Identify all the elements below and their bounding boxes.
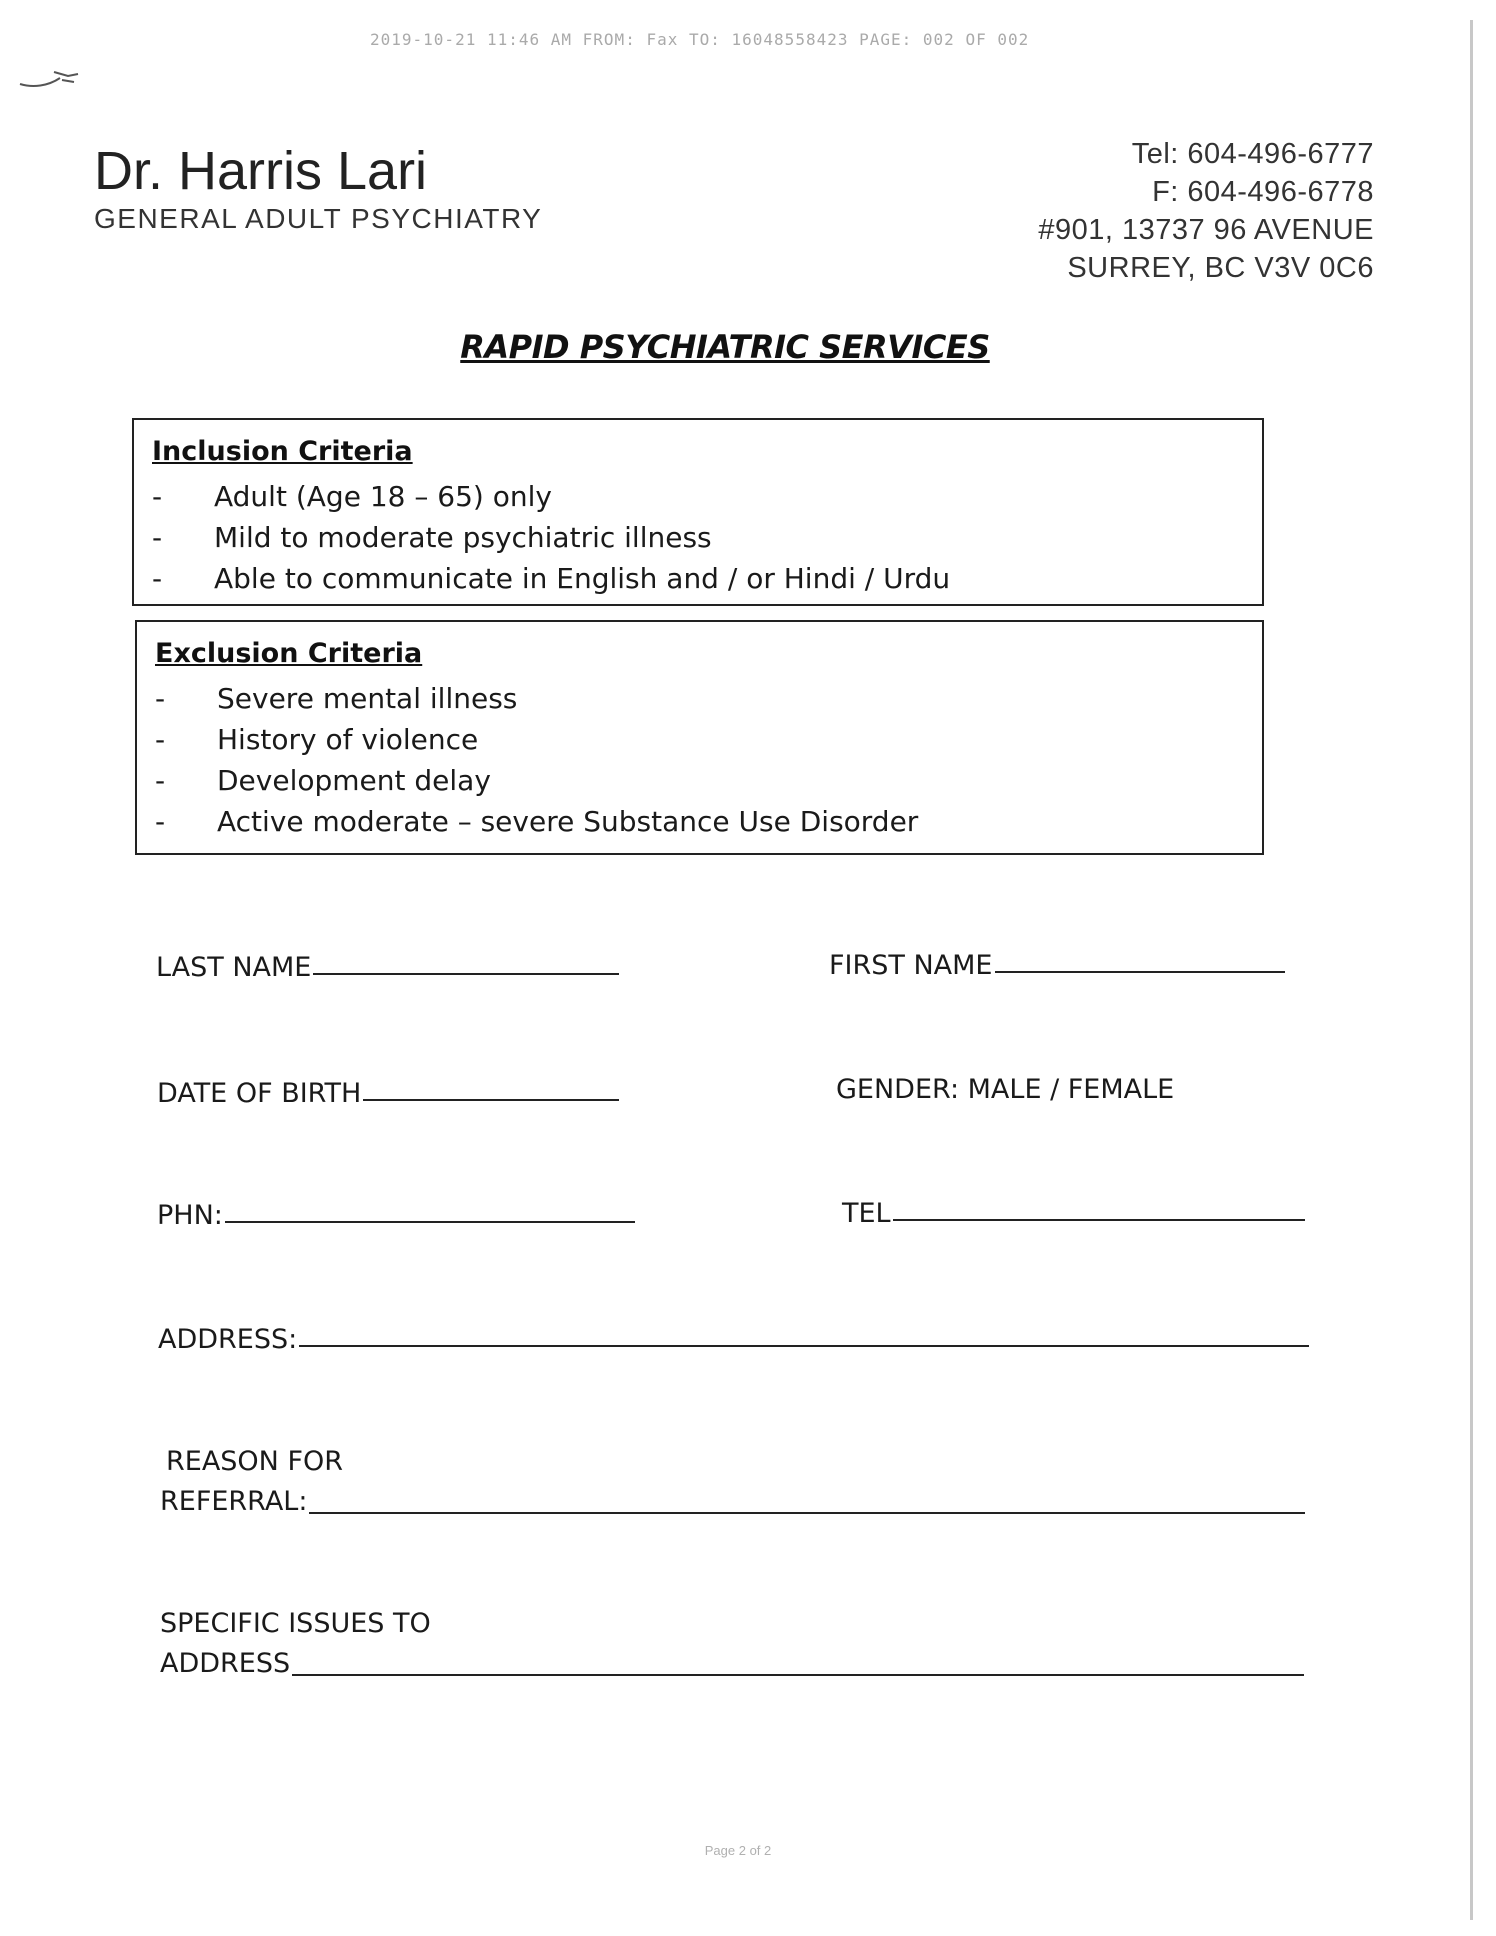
form-title: RAPID PSYCHIATRIC SERVICES	[460, 328, 990, 366]
first-name-blank[interactable]	[995, 971, 1285, 973]
contact-block	[1038, 135, 1374, 287]
tel-label: TEL	[842, 1198, 891, 1229]
list-dash: -	[152, 480, 163, 513]
doctor-name: Dr. Harris Lari	[94, 141, 428, 201]
phn-blank[interactable]	[225, 1221, 635, 1223]
list-dash: -	[152, 521, 163, 554]
dob-label: DATE OF BIRTH	[157, 1078, 362, 1109]
address-label: ADDRESS:	[158, 1324, 298, 1355]
exclusion-heading: Exclusion Criteria	[155, 638, 423, 669]
issues-label-line2: ADDRESS	[160, 1648, 291, 1679]
list-dash: -	[155, 723, 166, 756]
inclusion-item-text: Able to communicate in English and / or Hindi / Urdu	[214, 562, 951, 595]
phn-label: PHN:	[157, 1200, 223, 1231]
specific-issues-field	[160, 1604, 1304, 1684]
issues-blank[interactable]	[292, 1674, 1304, 1676]
dob-blank[interactable]	[363, 1099, 619, 1101]
contact-address-line1: #901, 13737 96 AVENUE	[1038, 214, 1374, 246]
contact-address-line2: SURREY, BC V3V 0C6	[1067, 252, 1374, 284]
list-item	[152, 517, 950, 558]
address-blank[interactable]	[299, 1345, 1309, 1347]
reason-label-line2: REFERRAL:	[160, 1486, 308, 1517]
inclusion-list	[152, 476, 950, 599]
list-item	[155, 760, 918, 801]
last-name-field	[156, 952, 619, 983]
fax-transmission-header: 2019-10-21 11:46 AM FROM: Fax TO: 16048558423 PAGE: 002 OF 002	[370, 30, 1030, 49]
issues-label-line1: SPECIFIC ISSUES TO	[160, 1608, 431, 1639]
exclusion-item-text: History of violence	[217, 723, 479, 756]
inclusion-criteria-box	[132, 418, 1264, 606]
dob-field	[157, 1078, 619, 1109]
list-dash: -	[155, 764, 166, 797]
list-item	[152, 476, 950, 517]
contact-tel: Tel: 604-496-6777	[1131, 138, 1374, 170]
last-name-label: LAST NAME	[156, 952, 312, 983]
list-item	[155, 719, 918, 760]
reason-for-referral-field	[160, 1442, 1305, 1522]
page-number-footer: Page 2 of 2	[704, 1843, 772, 1858]
inclusion-item-text: Mild to moderate psychiatric illness	[214, 521, 712, 554]
gender-field[interactable]: GENDER: MALE / FEMALE	[836, 1074, 1175, 1105]
inclusion-heading: Inclusion Criteria	[152, 436, 413, 467]
list-dash: -	[155, 682, 166, 715]
scan-edge-line	[1470, 20, 1473, 1920]
first-name-label: FIRST NAME	[829, 950, 993, 981]
list-dash: -	[152, 562, 163, 595]
corner-scribble-mark	[18, 62, 88, 97]
phn-field	[157, 1200, 635, 1231]
first-name-field	[829, 950, 1285, 981]
reason-label-line1: REASON FOR	[166, 1446, 344, 1477]
list-item	[152, 558, 950, 599]
exclusion-item-text: Severe mental illness	[217, 682, 518, 715]
address-field	[158, 1324, 1309, 1355]
list-item	[155, 801, 918, 842]
inclusion-item-text: Adult (Age 18 – 65) only	[214, 480, 552, 513]
tel-field	[842, 1198, 1305, 1229]
contact-fax: F: 604-496-6778	[1152, 176, 1374, 208]
doctor-specialty: GENERAL ADULT PSYCHIATRY	[94, 203, 543, 234]
tel-blank[interactable]	[893, 1219, 1305, 1221]
exclusion-item-text: Development delay	[217, 764, 491, 797]
exclusion-list	[155, 678, 918, 842]
exclusion-criteria-box	[135, 620, 1264, 855]
exclusion-item-text: Active moderate – severe Substance Use Disorder	[217, 805, 919, 838]
list-dash: -	[155, 805, 166, 838]
last-name-blank[interactable]	[313, 973, 619, 975]
reason-blank[interactable]	[309, 1512, 1305, 1514]
list-item	[155, 678, 918, 719]
